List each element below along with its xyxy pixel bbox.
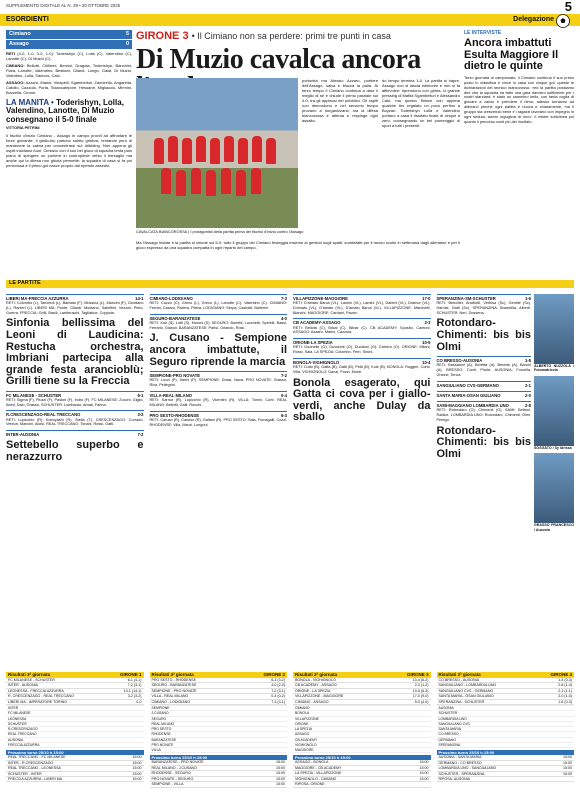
match-text: RETI: D'amato Barca (VL), Lamini (VL), Lamini (VL), Dabert (VL), Dramur (VL), D'amato (VL), D'amato (VL), D'amato Barca (VL). VILLAPIZZONE: Marchetti, Bianchi. MAGGIORE: Cardani, Pavan.	[293, 301, 431, 315]
next-round-header: Prossimo turno 25/10 h.15:00	[437, 750, 575, 755]
next-round-header: Prossimo turno 25/10 h.15:00	[293, 755, 431, 760]
photo-caption: CAVALCATA BIANCOROSSA | I protagonisti della partita prima del fischio d'inizio contro l'Assago	[136, 229, 304, 234]
match-text: RETI: Rotondaro (O), Chimenti (O). SAMI: Bettoni, Radice. LOMBARDIA UNO: Rotondaro, Chimenti, Olmi, Perego.	[436, 408, 531, 422]
match-header: CO BRESSO-AUSONIA 1-5	[436, 358, 531, 364]
next-round-row: ASSAGO - BONOLA 15:00	[295, 760, 429, 765]
matches-grid	[6, 291, 574, 532]
match-header: VILLAPIZZONE-MAGGIORE 17-0	[293, 296, 431, 301]
match-headline: Rotondaro-Chimenti: bis bis Olmi	[436, 424, 531, 460]
result-row: SPERANZINA - SCHUSTER 1-6 (0-3)	[438, 699, 572, 704]
standings-row: VILLA	[150, 748, 288, 753]
result-row: CB ACADEMY - ASSAGO 2-3 (1-2)	[295, 683, 429, 688]
report-body: Il fischio d'inizio Cimiano - Assago in campo proviii ad affrontare le forze giovanile, il giallo-blu partono subito grintosi, tentando però di mantenere la calma per concentrarsi sul dribbling. Non appena gli ospiti insidiano fuori, Cimiano con il suo bel gioco di squadra tenta pian piano di spingere un portiere in contropiede verso il bersaglio ma anche qui la difesa non ghiota permette; la squadra di casa si fa poi pericolosa e il primo gol nasce proprio dal ripetuto assedio.	[6, 132, 132, 168]
section-right: Delegazione	[513, 16, 554, 23]
matches-col-4	[437, 291, 575, 532]
team-a-score: 5	[125, 31, 129, 37]
results-table	[293, 672, 431, 788]
result-row: PRO SESTO - RHODENSE 6-3 (3-2)	[151, 677, 285, 682]
football-icon	[556, 14, 570, 28]
standings-row: CIMIANO	[293, 706, 431, 711]
match-headline: Rotondaro-Chimenti: bis bis Olmi	[436, 317, 531, 353]
results-header: Risultati 3ª giornata GIRONE 1	[8, 672, 142, 677]
goals-line: RETI (4-0, 1-0, 3-0, 1-0): Toderishyn (C), Lolla (C), Valendino (C), Lanotte (C), Di Muzio (C).	[6, 50, 132, 61]
match-header: SEGURO-BARANZATESE 4-0	[149, 315, 287, 321]
match-text: RETI: Caruso (R), Casuso (R), Galfani (R). PRO SESTO: Sala, Fumagalli, Cozzi. RHODENSE: Villa, Mauri, Longoni.	[149, 417, 287, 427]
partite-bar: LE PARTITE	[6, 280, 574, 288]
match-text: RETI: Lupicchio (R), Koboyashi (R), Stella (T). CRESCENZAGO: Corrado, Venturi, Mancini, Aloisi. REAL TRECCANO: Tonani, Rossi, Gatti.	[6, 417, 144, 427]
standings-row: R.CRESCENZAGO	[6, 727, 144, 732]
standings-row: VIGHIGNOLO	[293, 743, 431, 748]
result-row: VILLA - REAL MILANO 0-4 (0-2)	[151, 694, 285, 699]
match-header: CIMIANO-LODIGIANO 7-3	[149, 296, 287, 301]
match-header: SANTA MARIA-OSAN GIULIANO 2-0	[436, 392, 531, 398]
match-text: RETI: Cutto (B), Gatta (B), Gatti (B), Petti (B), Kole (B). BONOLA: Ruggeri, Conti, Villa. VIGHIGNOLO: Danzi, Pozzi, Monti.	[293, 365, 431, 374]
standings-row: MAGGIORE	[293, 748, 431, 753]
team-b-score: 0	[125, 40, 129, 47]
next-round-row: GERMANO - CO BRESSO 15:00	[438, 760, 572, 765]
next-round-row: AUSONIA - SANTA MARIA 15:00	[438, 755, 572, 760]
match-header: CB ACADEMY-ASSAGO 2-3	[293, 320, 431, 326]
match-headline: Bonola esagerato, qui Gatta ci cova per i giallo-verdi, anche Dulay da sballo	[293, 376, 431, 424]
cimiano-lineup: CIMIANO: Bellotti, Chillemi, Bernini, Dragota, Toderishyn, Banchini, Fiara, Lanotte, Valendino, Bestiani, Gilardi, Longo, Galdi, Di Muzio, Valentino, Lolla, Santoro, Calò.	[6, 62, 132, 78]
match-headline: Sinfonia bellissima del Leoni di Laudicina: Restucha orchestra, Imbriani partecipa alla grande festa arancioblù; Grilli tiene su la Freccia	[6, 317, 144, 388]
match-header: ORIONE-LA SPEZIA 10-5	[293, 340, 431, 346]
match-text: RETI: Bencillet, Ancillotti, Verbisa (Sc), Gentile (Sc), Harnisi, Gatti (Sc). SPERANZINA: Brambilla, Alberti. SCHUSTER: Neri, Dossena.	[436, 301, 531, 315]
match-header: INTER-AUSONIA 7-2	[6, 432, 144, 438]
next-round-row: RHODENSE - SEGURO 15:00	[151, 771, 285, 776]
result-row: CIMIANO - ASSAGO 5-0 (4-0)	[295, 699, 429, 704]
next-round-row: FRECCIA AZZURRA - LIBERI MA 15:00	[8, 776, 142, 781]
article-body: Ma l'Assago insiste e la partita si chiude sul 5-0: tutto il gruppo del Cimiano festeggia insieme ai genitori sugli spalti, soddisfatti per il lavoro svolto in settimana dagli allenatori e per il gioco espresso da una squadra compatta in ogni reparto del campo.	[136, 240, 460, 250]
match-header: BONOLA-VIGHIGNOLO 10-4	[293, 359, 431, 365]
match-headline: Settebello superbo e nerazzurro	[6, 439, 144, 463]
match-text: RETI: Bassanini (A), Beretta (A), Beretta (A), Baroni (A). BRESSO: Conti, Pirola. AUSONIA: Forcella, Ghezzi, Tenca.	[436, 363, 531, 377]
team-b-name: Assago	[9, 40, 29, 47]
team-photo	[136, 78, 298, 228]
standings-row: LEONESSA	[6, 717, 144, 722]
match-header: SPERANZINA-SM-SCHUSTER 1-6	[436, 296, 531, 301]
standings-row: PRO NOVATE	[150, 743, 288, 748]
standings-row: SPERANZINA	[437, 743, 575, 748]
result-row: VILLAPIZZONE - MAGGIORE 17-0 (9-0)	[295, 694, 429, 699]
result-row: LEONESSA - FRECCIA AZZURRA 14-1 (14-1)	[8, 688, 142, 693]
next-round-row: RIPOSA: AUSONIA	[437, 777, 575, 782]
standings-row: GERMANO	[437, 738, 575, 743]
match-header: SANGIULIANO CVS-GERMANO 2-1	[436, 382, 531, 388]
next-round-row: RIPOSA: ORIONE	[293, 782, 431, 787]
standings-row: AUSONIA	[6, 738, 144, 743]
main-article	[136, 30, 460, 250]
standings-row: CB ACADEMY	[293, 738, 431, 743]
next-round-row: REAL TRECCANO - LEONESSA 15:00	[8, 766, 142, 771]
result-row: FC MILANESE - SCHUSTER 6-1 (4-1)	[8, 677, 142, 682]
interview-body: Terzo giornata di campionato: il Cimiano continua il suo primo posto in classifica e vince in casa con cinque gol; queste le dichiarazioni del tecnico biancorosso: «ed la partita possiamo dire che la squadra ha fatto una gara davvero sufficiente per i nostri standard; è stato un cammino bello, con tanta voglia di giocare a calcio e prendere il ritmo; adesso torniamo ad allenarci perché ogni partita è nuova e chiaramente, ma il gruppo sta crescendo bene e i ragazzi lavorano con impegno in ogni seduta: siamo orgogliosi di loro». Il mister sottolinea poi quanto il percorso conti più del risultato.	[464, 74, 574, 124]
photo-caption: SOSGATO / Sy Idrissa	[534, 445, 572, 450]
article-col-1: portunità ma Alessio Azzaro, portiere dell'Assago, salva e blocca la palla. Al terzo tempo il Cimiano continua a dare il meglio di sé e chiude il primo parziale sul 4-0, tra gli applausi del pubblico. Gli ospiti non demordono e nel secondo tempo provano a riorganizzarsi, ma la difesa biancorossa è attenta e respinge ogni assalto.	[302, 78, 378, 123]
standings-row: RHODENSE	[150, 732, 288, 737]
standings-row: SANTA MARIA	[437, 727, 575, 732]
match-header: VILLA-REAL MILANO 0-4	[149, 392, 287, 398]
match-text: RETI: Colombo (L), Tancredi (L), Barbato (F), Mussina (L), Mancini (F), Giordano (L), Ranieri (L). LIBERI MA: Ponte, Gilardi, Montano, Sabellini, Vezzoli, Pinto, Guerra. FRECCIA: Grilli, Basili, Lambruschi, Tagliabue, Coppola.	[6, 301, 144, 315]
standings-row: SCHUSTER	[6, 722, 144, 727]
standings-row: SCHUSTER	[437, 711, 575, 716]
results-table	[150, 672, 288, 788]
matches-col-3	[293, 291, 431, 532]
result-row: SEGURO - BARANZATESE 4-0 (2-0)	[151, 683, 285, 688]
section-bar	[0, 14, 580, 26]
standings-row: SEGURO	[150, 717, 288, 722]
result-row: CO BRESSO - AUSONIA 1-5 (0-3)	[438, 677, 572, 682]
photo-caption: ALBERTO NUZZOLA / Fotomatriccia	[534, 364, 574, 373]
standings-row: REAL TRECCANO	[6, 732, 144, 737]
result-row: LIBERI MA - IMPERATORE TORINO 0-0	[8, 699, 142, 704]
match-header: SAMI-MAGGIANO LOMBARDIA UNO 2-8	[436, 403, 531, 409]
kicker-text: • Il Cimiano non sa perdere: primi tre punti in casa	[191, 31, 391, 41]
byline: VITTORIA PETRINI	[6, 125, 40, 130]
player-photo	[534, 376, 574, 446]
team-a-name: Cimiano	[9, 31, 31, 37]
standings-row: J.CUSANO	[150, 711, 288, 716]
next-round-row: SCHUSTER - SPERANZINA 15:00	[438, 771, 572, 776]
standings-row: INTER	[6, 706, 144, 711]
next-round-row: PRO NOVATE - SEGURO 15:00	[151, 776, 285, 781]
edition-line	[6, 3, 574, 11]
match-header: R.CRESCENZAGO-REAL TRECCANO 3-2	[6, 412, 144, 418]
match-header: SEMPIONE-PRO NOVATE 7-2	[149, 373, 287, 379]
standings-row: ORIONE	[293, 722, 431, 727]
next-round-header: Prossimo turno 25/10 h.15:00	[6, 750, 144, 755]
match-text: RETI: Beliota (C), Bilcal (C), Bilnar (C). CB ACADEMY: Sposito, Cantoni. ASSAGO: Azzaro, Marini, Cazzola.	[293, 325, 431, 335]
result-row: SANTA MARIA - OSAN GIULIANO 2-0 (1-0)	[438, 694, 572, 699]
match-text: RETI: Cuzzo (C), Greco (L), Greco (L), Lanotte (C), Valentino (C). CIMIANO: Ferrari, Casaro, Riviera, Pietra. LODIGIANO: Serpa, Castoldi, Ballerini.	[149, 301, 287, 310]
standings-row: PRO SESTO	[150, 727, 288, 732]
results-header: Risultati 3ª giornata GIRONE 4	[438, 672, 572, 677]
matches-col-2	[150, 291, 288, 532]
matches-col-1	[6, 291, 144, 532]
standings-row: SANGIULIANO CVS	[437, 722, 575, 727]
next-round-header: Prossimo turno 25/10 h.15:00	[150, 755, 288, 760]
match-text: RETI: Kuh (S), Lotti (S), Moroni (S). SEGURO: Bonetti, Lucchetti, Spinelli, Bassi, Ferrario, Gianoli. BARANZATESE: Parisi, Orlando, Rota.	[149, 320, 287, 330]
match-text: RETI: Sigma (F), Piuzzi (F), Pastori (F), Indro (F). FC MILANESE: Zocchi, Giglio, Abeti, Dalo, Grasso. SCHUSTER: Lombardo, Amati, Farina.	[6, 397, 144, 407]
match-header: PRO SESTO-RHODENSE 6-3	[149, 412, 287, 418]
next-round-row: REAL MILANO - J.CUSANO 15:00	[151, 765, 285, 770]
pull-quote: LA MANITA • Toderishyn, Lolla, Valendino, Lanotte, Di Muzio consegnano il 5-0 finale	[6, 97, 124, 124]
article-headline: Di Muzio cavalca ancora	[136, 43, 421, 75]
article-kicker	[136, 30, 460, 44]
next-round-row: LA SPEZIA - VILLAPIZZONE 15:00	[295, 771, 429, 776]
section-left: ESORDIENTI	[6, 16, 49, 23]
results-header: Risultati 3ª giornata GIRONE 3	[295, 672, 429, 677]
result-row: ORIONE - LA SPEZIA 10-5 (6-3)	[295, 688, 429, 693]
results-table	[6, 672, 144, 788]
results-table	[437, 672, 575, 788]
photo-caption: GRASSO FRANCESCO / Ausonia	[534, 523, 574, 532]
match-text: RETI: Lucci (P), Sarini (P). SEMPIONE: Dossi, Nava. PRO NOVATE: Grasso, Riva, Pellegrini.	[149, 378, 287, 388]
next-round-row: VIGHIGNOLO - CIMIANO 15:00	[295, 776, 429, 781]
girone-label: GIRONE 3	[136, 30, 189, 42]
result-row: SANGIULIANO CVS - GERMANO 2-1 (1-1)	[438, 688, 572, 693]
standings-row: VILLAPIZZONE	[293, 717, 431, 722]
standings-row: SEMPIONE	[150, 706, 288, 711]
standings-row: AUSONIA	[437, 706, 575, 711]
result-row: CIMIANO - LODIGIANO 7-3 (3-1)	[151, 699, 285, 704]
standings-row: ASSAGO	[293, 732, 431, 737]
article-col-2: do tempo termina 1-0. La partita si riapre, Assago non si lascia intimorire e non si fa affievolire: riprendono con grinta, ci grande pressing di Mattia Sgambelluri e Alessandro Calò, ma questo finisce con appena qualche tiro regalato un poco perfino a Boyzan. Toderishyn Lolla e Valendino portano a casa il risultato finale di cinque a zero, consegnando un bel pomeriggio di sport a tutti i presenti.	[382, 78, 460, 128]
result-row: SEMPIONE - PRO NOVATE 7-2 (3-1)	[151, 688, 285, 693]
standings-row: LA SPEZIA	[293, 727, 431, 732]
standings-row: BARANZATESE	[150, 738, 288, 743]
player-photo	[534, 294, 574, 364]
interview-tag: LE INTERVISTE	[464, 30, 502, 36]
standings-row: LOMBARDIA UNO	[437, 717, 575, 722]
team-a-row	[6, 30, 132, 39]
standings-row: BONOLA	[293, 711, 431, 716]
next-round-row: LOMBARDIA UNO - SANGIULIANO 15:00	[438, 766, 572, 771]
assago-lineup: ASSAGO: Azzaro, Marini, Vinapelli, Sgambelluri, Zannirello, Angarella, Catollo, Cazzola, Porta, Sciancalepore, Hessane, Migliaccio, Mirmini, Buzzella, Cirone.	[6, 79, 132, 95]
player-photo	[534, 453, 574, 523]
interview-title: Ancora imbattuti Esulta Maggiore Il dietro le quinte	[464, 37, 559, 73]
next-round-row: MAGGIORE - CB ACADEMY 15:00	[295, 765, 429, 770]
next-round-row: INTER - R.CRESCENZAGO 15:00	[8, 760, 142, 765]
match-text: RETI: Duonelle (O), Duodorie (O), Duodoni (O), Carrera (O). ORIONE: Milani, Rossi, Sala. LA SPEZIA: Colombo, Ferri, Sironi.	[293, 345, 431, 355]
match-header: LIBERI MA-FRECCIA AZZURRA 14-1	[6, 296, 144, 301]
edition-text: SUPPLEMENTO DIGITALE AL N. 39 • 30 OTTOBRE 2025	[6, 3, 121, 8]
result-row: BONOLA - VIGHIGNOLO 10-4 (6-2)	[295, 677, 429, 682]
match-text: RETI: Sarnur (R), Lupicchio (R), Vicentini (R). VILLA: Tonini, Corti. REAL MILANO: Bellotti, Galli, Ronchi.	[149, 398, 287, 407]
standings-row: CO BRESSO	[437, 732, 575, 737]
match-report-left	[6, 30, 132, 168]
next-round-row: BARANZATESE - PRO NOVATE 15:00	[151, 760, 285, 765]
team-b-row	[6, 40, 132, 49]
next-round-row: SCHUSTER - INTER 15:00	[8, 771, 142, 776]
result-row: SANGIULIANO - LOMBARDIA UNO 2-8 (1-4)	[438, 683, 572, 688]
results-header: Risultati 3ª giornata GIRONE 2	[151, 672, 285, 677]
standings-row: FRECCIA AZZURRA	[6, 743, 144, 748]
standings-row: REAL MILANO	[150, 722, 288, 727]
interview-column	[464, 30, 574, 125]
next-round-row: REAL TRECCANO - FC MILANESE 15:00	[8, 755, 142, 760]
result-row: R. CRESCENZAGO - REAL TRECCANO 3-2 (3-2)	[8, 694, 142, 699]
next-round-row: SEMPIONE - VILLA 15:00	[151, 782, 285, 787]
page-number: 5	[564, 0, 572, 14]
standings-row: FC MILANESE	[6, 711, 144, 716]
match-header: FC MILANESE - SCHUSTER 6-1	[6, 392, 144, 398]
results-grid	[6, 672, 574, 788]
result-row: INTER - AUSONIA 7-2 (3-1)	[8, 683, 142, 688]
match-headline: J. Cusano - Sempione ancora imbattute, il Seguro riprende la marcia	[149, 332, 287, 368]
